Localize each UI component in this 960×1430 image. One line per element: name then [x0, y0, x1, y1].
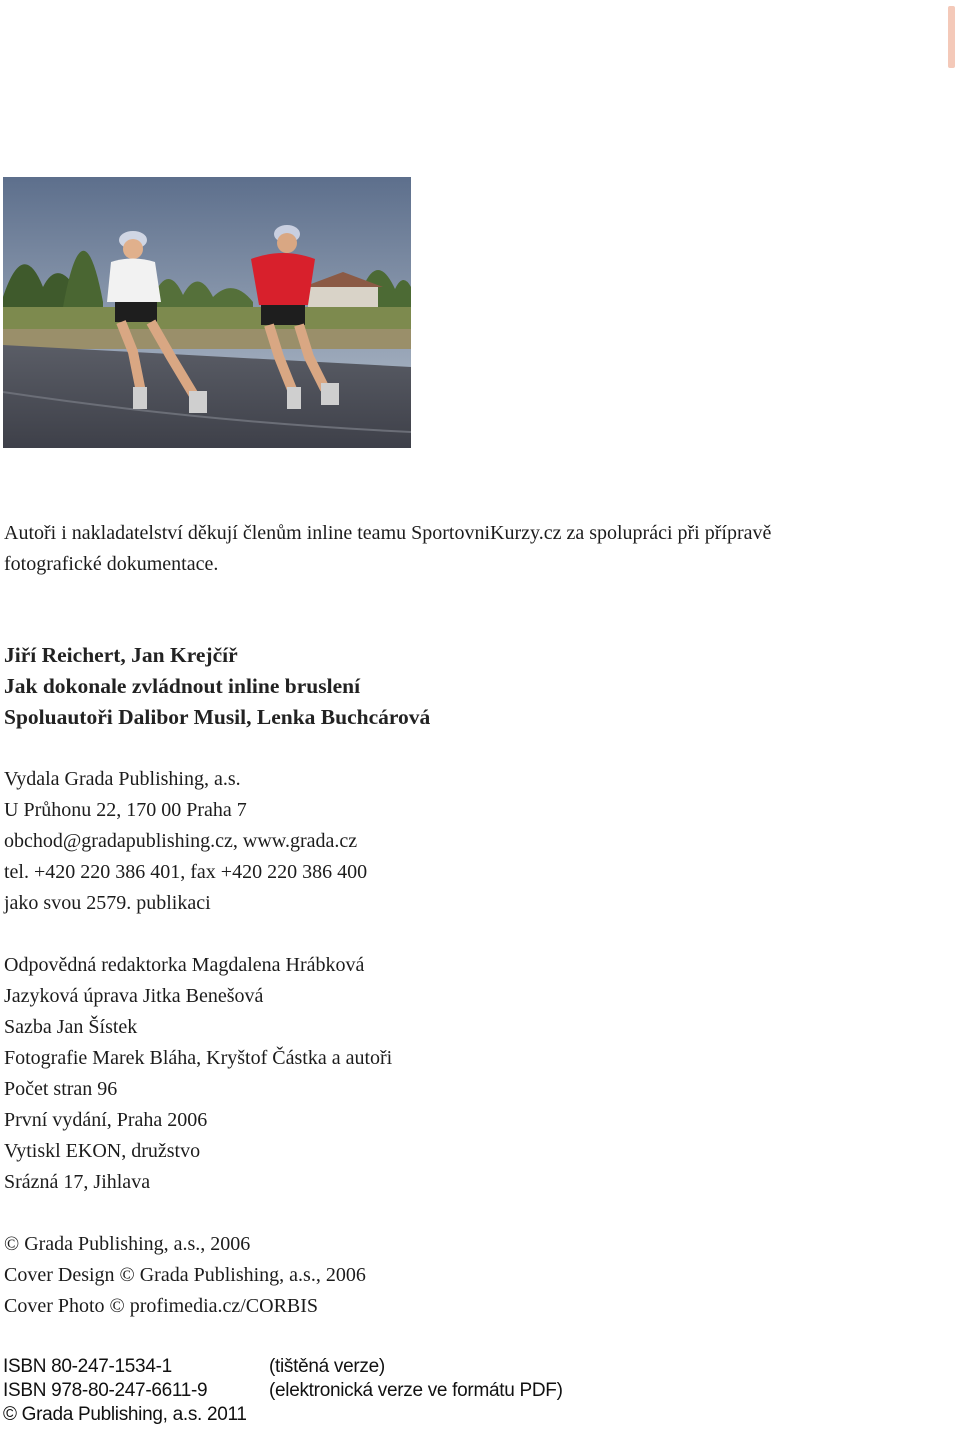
- authors: Jiří Reichert, Jan Krejčíř: [4, 643, 238, 667]
- publisher-line: Vydala Grada Publishing, a.s.: [4, 768, 241, 790]
- copyright-line: © Grada Publishing, a.s., 2006: [4, 1233, 251, 1255]
- coauthors: Spoluautoři Dalibor Musil, Lenka Buchcárová: [4, 705, 431, 729]
- isbn-print-label: (tištěná verze): [269, 1356, 385, 1377]
- edition: První vydání, Praha 2006: [4, 1109, 208, 1131]
- acknowledgement-line-1: Autoři i nakladatelství děkují členům inline teamu SportovniKurzy.cz za spolupráci při přípravě: [4, 522, 772, 544]
- typesetting: Sazba Jan Šístek: [4, 1016, 138, 1038]
- publisher-phone: tel. +420 220 386 401, fax +420 220 386 400: [4, 861, 368, 883]
- photography: Fotografie Marek Bláha, Kryštof Částka a autoři: [4, 1047, 393, 1069]
- cover-design-credit: Cover Design © Grada Publishing, a.s., 2006: [4, 1264, 366, 1286]
- publisher-info: [4, 764, 367, 919]
- isbn-footer-copyright: © Grada Publishing, a.s. 2011: [3, 1404, 247, 1425]
- printer-address: Srázná 17, Jihlava: [4, 1171, 151, 1193]
- isbn-ebook-number: ISBN 978-80-247-6611-9: [3, 1380, 208, 1401]
- isbn-ebook-row: [3, 1379, 563, 1403]
- page-edge-marker: [948, 6, 955, 68]
- editorial-credits: [4, 950, 392, 1198]
- acknowledgement-line-2: fotografické dokumentace.: [4, 553, 219, 575]
- copyright-notes: [4, 1229, 366, 1322]
- publisher-address: U Průhonu 22, 170 00 Praha 7: [4, 799, 247, 821]
- book-title: Jak dokonale zvládnout inline bruslení: [4, 674, 361, 698]
- language-editor: Jazyková úprava Jitka Benešová: [4, 985, 264, 1007]
- isbn-block: [3, 1355, 563, 1427]
- publication-number: jako svou 2579. publikaci: [4, 892, 211, 914]
- title-block: [4, 640, 430, 733]
- isbn-print-number: ISBN 80-247-1534-1: [3, 1356, 172, 1377]
- isbn-print-row: [3, 1355, 563, 1379]
- publisher-contact-link[interactable]: obchod@gradapublishing.cz, www.grada.cz: [4, 830, 358, 852]
- cover-photo-credit: Cover Photo © profimedia.cz/CORBIS: [4, 1295, 319, 1317]
- inline-skaters-photo: [3, 177, 411, 448]
- page-count: Počet stran 96: [4, 1078, 118, 1100]
- printer: Vytiskl EKON, družstvo: [4, 1140, 201, 1162]
- acknowledgement: [4, 518, 771, 580]
- isbn-ebook-label: (elektronická verze ve formátu PDF): [269, 1380, 563, 1401]
- editor: Odpovědná redaktorka Magdalena Hrábková: [4, 954, 365, 976]
